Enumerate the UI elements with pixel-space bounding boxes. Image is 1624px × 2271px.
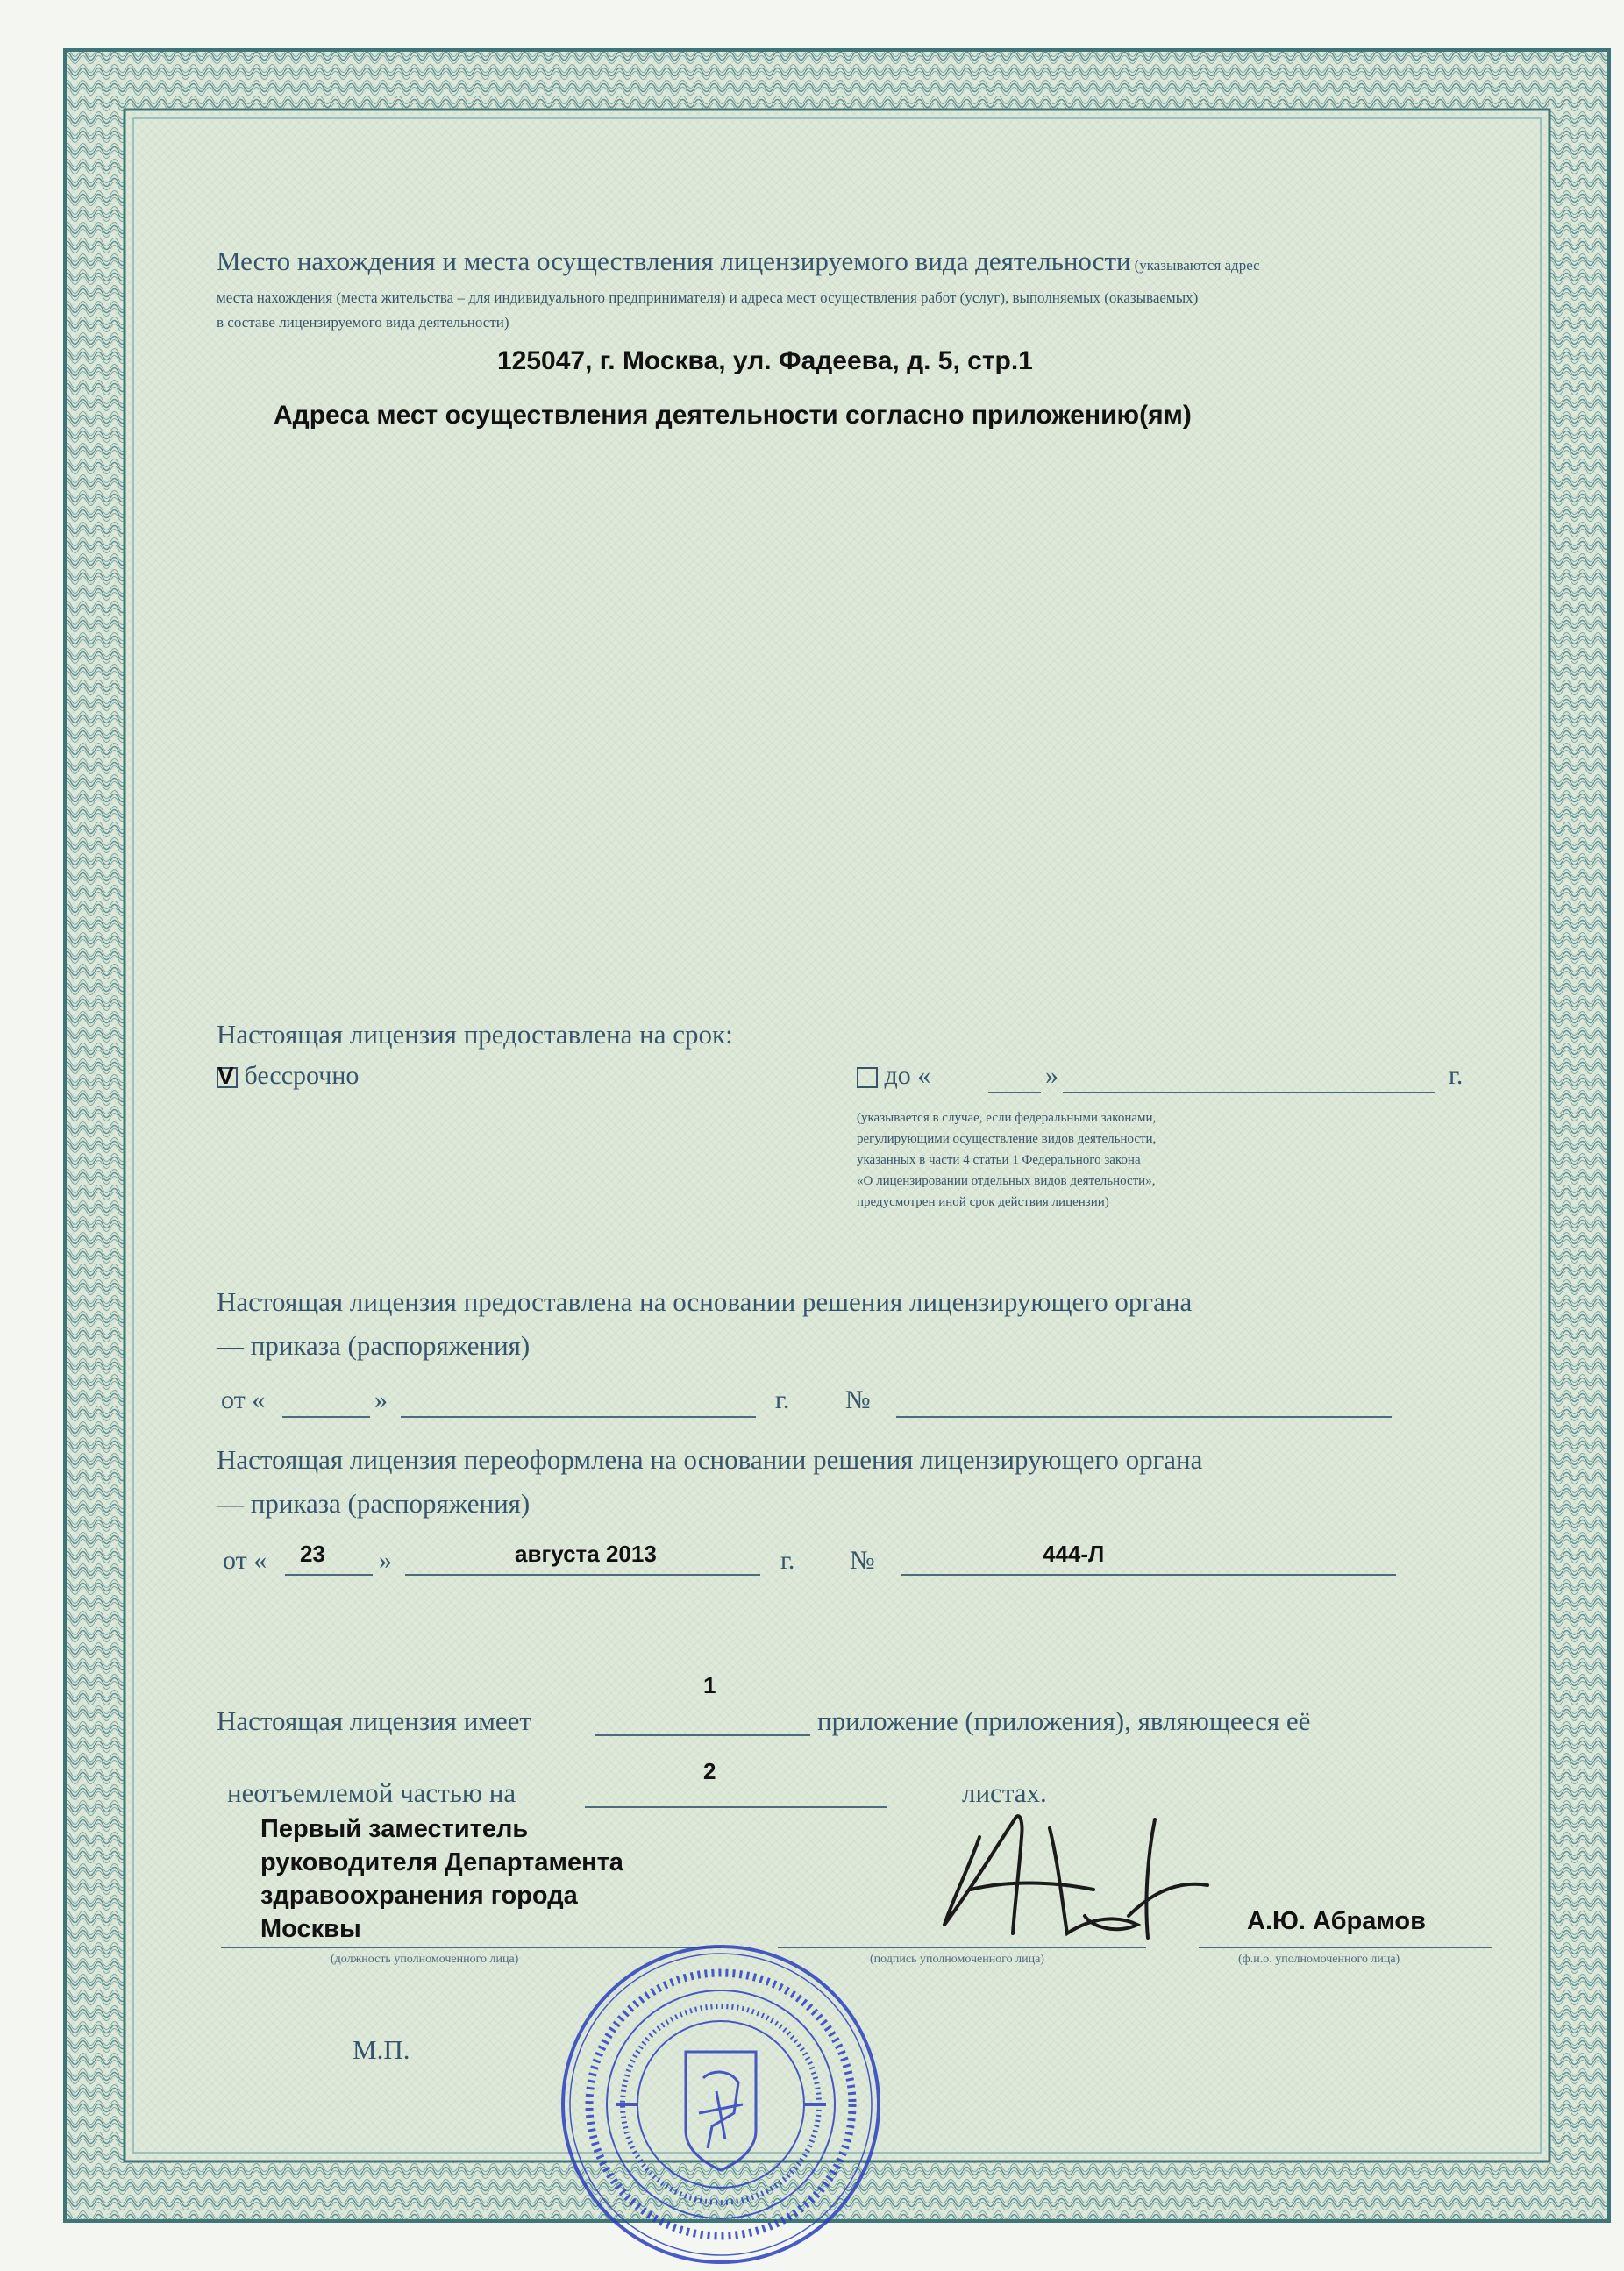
term-heading: Настоящая лицензия предоставлена на срок:	[217, 1019, 733, 1050]
grant-date-line	[401, 1416, 756, 1418]
reissue-from-mid: »	[379, 1546, 392, 1575]
term-indefinite	[217, 1061, 359, 1091]
license-content	[217, 206, 1471, 2179]
address-hint-line-2: места нахождения (места жительства – для индивидуального предпринимателя) и адреса мест осуществления работ (услуг), выполняемых (оказываемых)	[217, 289, 1199, 306]
stamp-place: М.П.	[353, 2034, 410, 2065]
license-address: 125047, г. Москва, ул. Фадеева, д. 5, стр.1	[497, 346, 1033, 375]
reissue-number: 444-Л	[1043, 1541, 1105, 1567]
sheets-count-line	[585, 1806, 887, 1808]
license-sheet	[63, 48, 1611, 2223]
address-section-label: Место нахождения и места осуществления лицензируемого вида деятельности	[217, 246, 1131, 276]
name-line-rule	[1199, 1947, 1492, 1948]
reissue-day: 23	[300, 1541, 325, 1567]
address-section-title	[217, 246, 1471, 277]
position-line: Москвы	[260, 1915, 361, 1943]
grant-year-suffix: г.	[775, 1385, 790, 1414]
appendix-suffix: приложение (приложения), являющееся её	[817, 1705, 1311, 1736]
until-year-suffix: г.	[1449, 1061, 1464, 1090]
appendix-count: 1	[703, 1672, 716, 1698]
address-section-hint: (указываются адрес	[1134, 257, 1260, 274]
indefinite-checkbox[interactable]	[217, 1062, 238, 1090]
term-note-line: (указывается в случае, если федеральными законами,	[857, 1111, 1157, 1125]
until-checkbox[interactable]	[857, 1067, 878, 1088]
reissue-from-prefix: от «	[223, 1546, 267, 1575]
term-until	[857, 1061, 1471, 1091]
term-note-line: предусмотрен иной срок действия лицензии)	[857, 1195, 1109, 1209]
sheets-prefix: неотъемлемой частью на	[227, 1777, 516, 1808]
reissue-number-line	[901, 1574, 1396, 1576]
term-note	[857, 1107, 1295, 1213]
term-note-line: указанных в части 4 статьи 1 Федерального закона	[857, 1153, 1141, 1167]
appendix-count-line	[595, 1734, 810, 1736]
grant-from-mid: »	[374, 1385, 388, 1414]
reissue-basis-line-1: Настоящая лицензия переоформлена на основании решения лицензирующего органа	[217, 1444, 1203, 1475]
caption-signature: (подпись уполномоченного лица)	[870, 1953, 1044, 1966]
reissue-day-line	[285, 1574, 373, 1576]
reissue-basis-line-2: — приказа (распоряжения)	[217, 1488, 531, 1519]
reissue-year-suffix: г.	[780, 1546, 795, 1575]
grant-number-line	[896, 1416, 1392, 1418]
until-date-line	[1063, 1092, 1435, 1093]
position-line: руководителя Департамента	[260, 1848, 623, 1876]
reissue-date-line	[405, 1574, 760, 1576]
address-hint-line-3: в составе лицензируемого вида деятельности)	[217, 314, 509, 331]
signatory-position	[260, 1812, 623, 1946]
grant-number-sign: №	[845, 1385, 871, 1414]
sheets-count: 2	[703, 1758, 716, 1784]
grant-from-prefix: от «	[221, 1385, 266, 1414]
official-seal	[554, 1938, 887, 2271]
check-mark: V	[217, 1062, 234, 1090]
caption-name: (ф.и.о. уполномоченного лица)	[1238, 1953, 1400, 1966]
sheets-suffix: листах.	[962, 1777, 1047, 1808]
grant-basis-line-1: Настоящая лицензия предоставлена на основании решения лицензирующего органа	[217, 1286, 1193, 1317]
until-mid: »	[1045, 1061, 1058, 1090]
signatory-name: А.Ю. Абрамов	[1247, 1907, 1426, 1935]
term-note-line: регулирующими осуществление видов деятельности,	[857, 1132, 1157, 1146]
appendix-prefix: Настоящая лицензия имеет	[217, 1705, 531, 1736]
indefinite-label: бессрочно	[244, 1061, 360, 1090]
caption-position: (должность уполномоченного лица)	[331, 1953, 519, 1966]
appendix-address-note: Адреса мест осуществления деятельности согласно приложению(ям)	[274, 401, 1192, 430]
position-line: здравоохранения города	[260, 1882, 578, 1910]
reissue-number-sign: №	[850, 1546, 875, 1575]
handwritten-signature	[918, 1784, 1286, 1960]
reissue-month-year: августа 2013	[515, 1541, 657, 1567]
grant-day-line	[282, 1416, 370, 1418]
until-prefix: до «	[884, 1061, 931, 1090]
term-note-line: «О лицензировании отдельных видов деятельности»,	[857, 1174, 1156, 1188]
grant-basis-line-2: — приказа (распоряжения)	[217, 1330, 531, 1361]
position-line: Первый заместитель	[260, 1815, 529, 1843]
until-day-line	[988, 1092, 1041, 1093]
